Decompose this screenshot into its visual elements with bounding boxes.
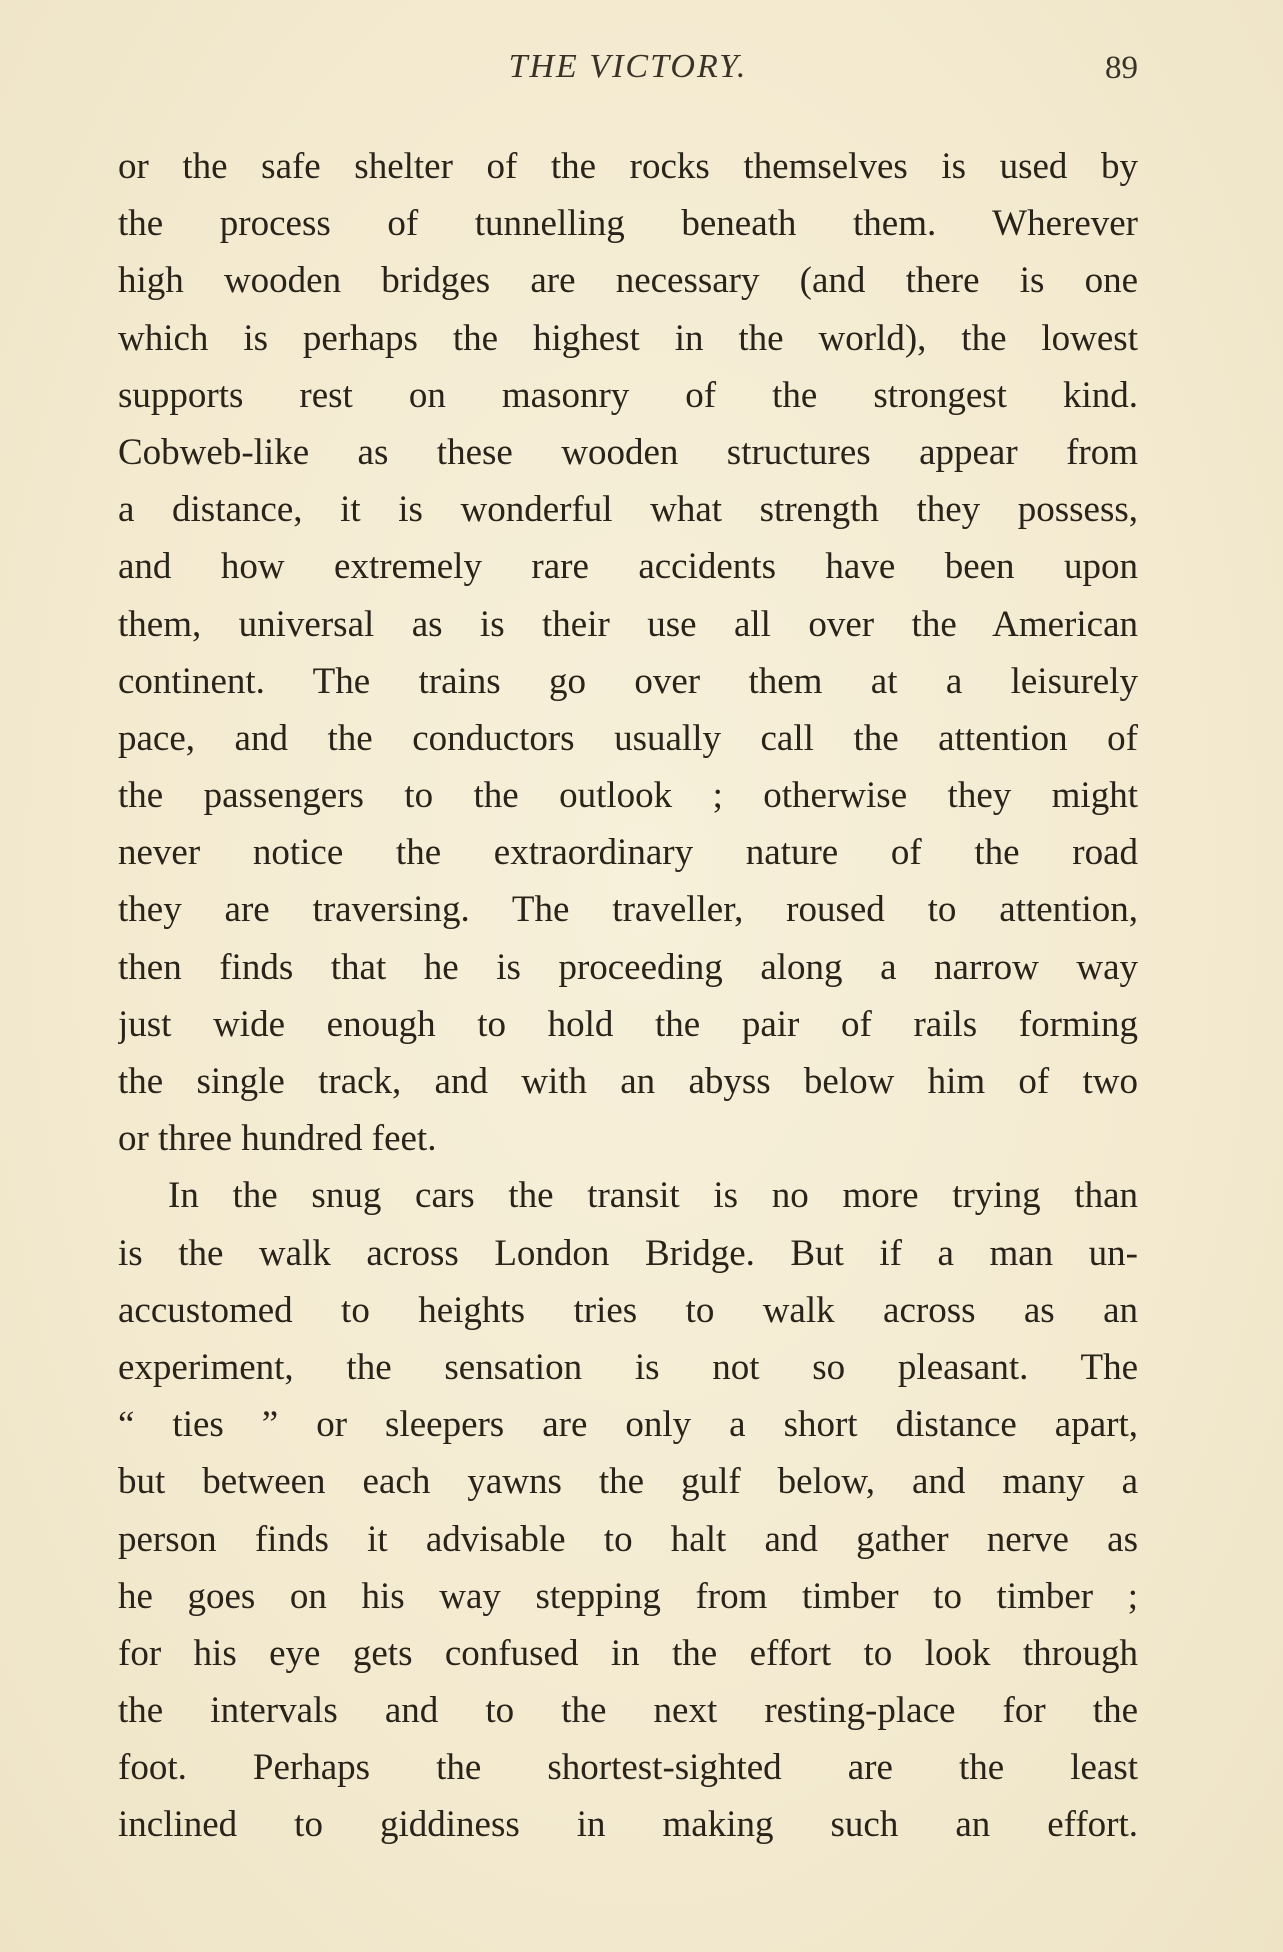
page-number: 89 <box>1105 50 1138 86</box>
body-text <box>118 138 1138 1854</box>
text-line: experiment, the sensation is not so pleasant. The <box>118 1346 1138 1388</box>
text-line: for his eye gets confused in the effort to look through <box>118 1632 1138 1674</box>
text-line: “ ties ” or sleepers are only a short distance apart, <box>118 1404 1138 1446</box>
text-line: high wooden bridges are necessary (and there is one <box>118 260 1138 302</box>
text-line: the single track, and with an abyss below him of two <box>118 1061 1138 1102</box>
text-line: or the safe shelter of the rocks themselves is used by <box>118 146 1138 187</box>
text-line: accustomed to heights tries to walk across as an <box>118 1289 1138 1331</box>
text-line: just wide enough to hold the pair of rails forming <box>118 1003 1138 1045</box>
text-line: is the walk across London Bridge. But if a man un- <box>118 1232 1138 1274</box>
text-line: continent. The trains go over them at a leisurely <box>118 660 1138 702</box>
text-line: which is perhaps the highest in the world), the lowest <box>118 317 1138 359</box>
text-line: the intervals and to the next resting-place for the <box>118 1690 1138 1732</box>
text-line: but between each yawns the gulf below, and many a <box>118 1461 1138 1503</box>
running-title: THE VICTORY. <box>508 48 748 85</box>
text-line: inclined to giddiness in making such an effort. <box>118 1804 1138 1846</box>
text-line: them, universal as is their use all over the American <box>118 603 1138 645</box>
text-line: and how extremely rare accidents have been upon <box>118 546 1138 588</box>
text-line: Cobweb-like as these wooden structures appear from <box>118 431 1138 473</box>
text-line: never notice the extraordinary nature of the road <box>118 832 1138 874</box>
paragraph-2 <box>118 1167 1138 1853</box>
text-line: supports rest on masonry of the strongest kind. <box>118 374 1138 416</box>
text-line: the passengers to the outlook ; otherwise they might <box>118 775 1138 817</box>
text-line: then finds that he is proceeding along a narrow way <box>118 946 1138 988</box>
text-line: a distance, it is wonderful what strength they possess, <box>118 489 1138 531</box>
text-line: foot. Perhaps the shortest-sighted are the least <box>118 1747 1138 1789</box>
text-line: person finds it advisable to halt and gather nerve as <box>118 1518 1138 1560</box>
text-line: they are traversing. The traveller, roused to attention, <box>118 889 1138 931</box>
paragraph-1 <box>118 138 1138 1167</box>
running-head <box>118 48 1138 98</box>
text-line: In the snug cars the transit is no more trying than <box>168 1175 1138 1217</box>
text-line: or three hundred feet. <box>118 1118 437 1160</box>
text-line: pace, and the conductors usually call the attention of <box>118 717 1138 759</box>
text-line: the process of tunnelling beneath them. Wherever <box>118 203 1138 245</box>
text-line: he goes on his way stepping from timber to timber ; <box>118 1575 1138 1617</box>
